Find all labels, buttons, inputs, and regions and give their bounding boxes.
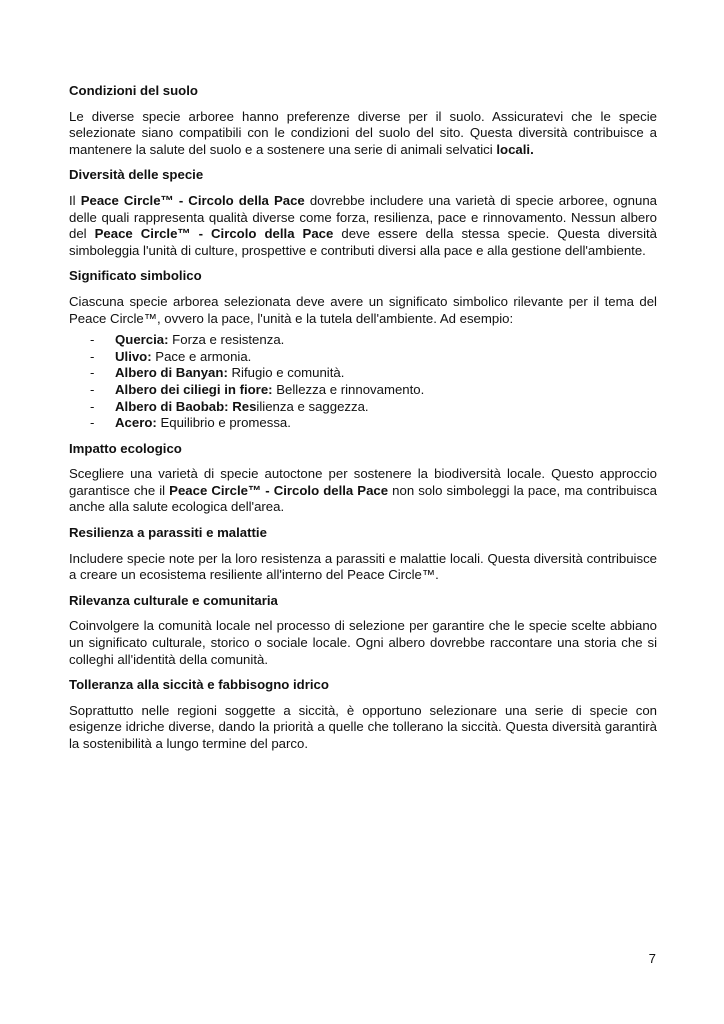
list-item: [69, 415, 657, 432]
section-text-soil: [69, 109, 657, 159]
list-term: Ulivo:: [115, 348, 152, 364]
section-heading-resilience: Resilienza a parassiti e malattie: [69, 525, 267, 541]
diversity-text-3: deve essere della stessa specie. Questa diversità simboleggia l'unità di culture, prospettive e contributi diversi alla pace e alla gestione dell'ambiente.: [69, 226, 658, 258]
list-dash: -: [90, 398, 95, 414]
diversity-text-2: dovrebbe includere una varietà di specie arboree, ognuna delle quali rappresenta qualità diverse come forza, resilienza, pace e rinnovamento. Nessun albero del: [69, 192, 658, 242]
section-text-drought: Soprattutto nelle regioni soggette a siccità, è opportuno selezionare una serie di specie con esigenze idriche diverse, dando la priorità a quelle che tollerano la siccità. Questa diversità garantirà la sostenibilità a lungo termine del parco.: [69, 702, 657, 751]
list-term: Albero di Banyan:: [115, 365, 228, 381]
diversity-bold-2: Peace Circle™ - Circolo della Pace: [94, 226, 334, 242]
list-desc: Pace e armonia.: [151, 348, 252, 364]
diversity-bold-1: Peace Circle™ - Circolo della Pace: [80, 192, 305, 208]
list-item: [69, 332, 657, 349]
section-text-diversity: [69, 193, 657, 259]
section-heading-soil: Condizioni del suolo: [69, 83, 198, 98]
list-dash: -: [90, 415, 95, 431]
list-term: Albero di Baobab: Res: [115, 398, 257, 414]
section-heading-drought: Tolleranza alla siccità e fabbisogno idrico: [69, 677, 329, 693]
list-term: Quercia:: [115, 332, 169, 348]
list-item: [69, 349, 657, 366]
section-heading-symbolic: Significato simbolico: [69, 268, 202, 284]
ecological-bold-1: Peace Circle™ - Circolo della Pace: [169, 482, 389, 498]
section-text-ecological: [69, 466, 657, 516]
list-item: [69, 382, 657, 399]
section-heading-cultural: Rilevanza culturale e comunitaria: [69, 592, 278, 608]
list-dash: -: [90, 365, 95, 381]
list-desc: Forza e resistenza.: [168, 332, 285, 348]
soil-text-bold: locali.: [496, 141, 534, 157]
section-heading-diversity: Diversità delle specie: [69, 167, 204, 183]
tree-symbol-list: [69, 332, 657, 432]
list-dash: -: [90, 381, 95, 397]
section-text-symbolic: Ciascuna specie arborea selezionata deve avere un significato simbolico rilevante per il tema del Peace Circle™, ovvero la pace, l'unità e la tutela dell'ambiente. Ad esempio:: [69, 293, 657, 326]
list-desc: Rifugio e comunità.: [227, 365, 345, 381]
document-page: [69, 83, 657, 762]
section-heading-ecological: Impatto ecologico: [69, 440, 182, 456]
list-desc: Bellezza e rinnovamento.: [272, 381, 425, 397]
diversity-text-1: Il: [69, 192, 81, 208]
ecological-text-2: non solo simboleggi la pace, ma contribuisca anche alla salute ecologica dell'area.: [69, 482, 657, 515]
list-item: [69, 399, 657, 416]
list-term: Acero:: [115, 415, 157, 431]
page-number: 7: [648, 951, 656, 966]
list-term: Albero dei ciliegi in fiore:: [115, 381, 273, 397]
soil-text: Le diverse specie arboree hanno preferenze diverse per il suolo. Assicuratevi che le specie selezionate siano compatibili con le condizioni del suolo del sito. Questa diversità contribuisce a mantenere la salute del suolo e a sostenere una serie di animali selvatici: [69, 108, 657, 157]
list-dash: -: [90, 332, 95, 348]
list-desc: ilienza e saggezza.: [256, 398, 369, 414]
ecological-text-1: Scegliere una varietà di specie autoctone per sostenere la biodiversità locale. Questo approccio garantisce che il: [69, 466, 657, 498]
list-item: [69, 365, 657, 382]
section-text-cultural: Coinvolgere la comunità locale nel processo di selezione per garantire che le specie scelte abbiano un significato culturale, storico o sociale locale. Ogni albero dovrebbe raccontare una storia che si colleghi all'identità della comunità.: [69, 618, 657, 667]
section-text-resilience: Includere specie note per la loro resistenza a parassiti e malattie locali. Questa diversità contribuisce a creare un ecosistema resiliente all'interno del Peace Circle™.: [69, 550, 657, 583]
list-dash: -: [90, 348, 95, 364]
list-desc: Equilibrio e promessa.: [156, 415, 291, 431]
